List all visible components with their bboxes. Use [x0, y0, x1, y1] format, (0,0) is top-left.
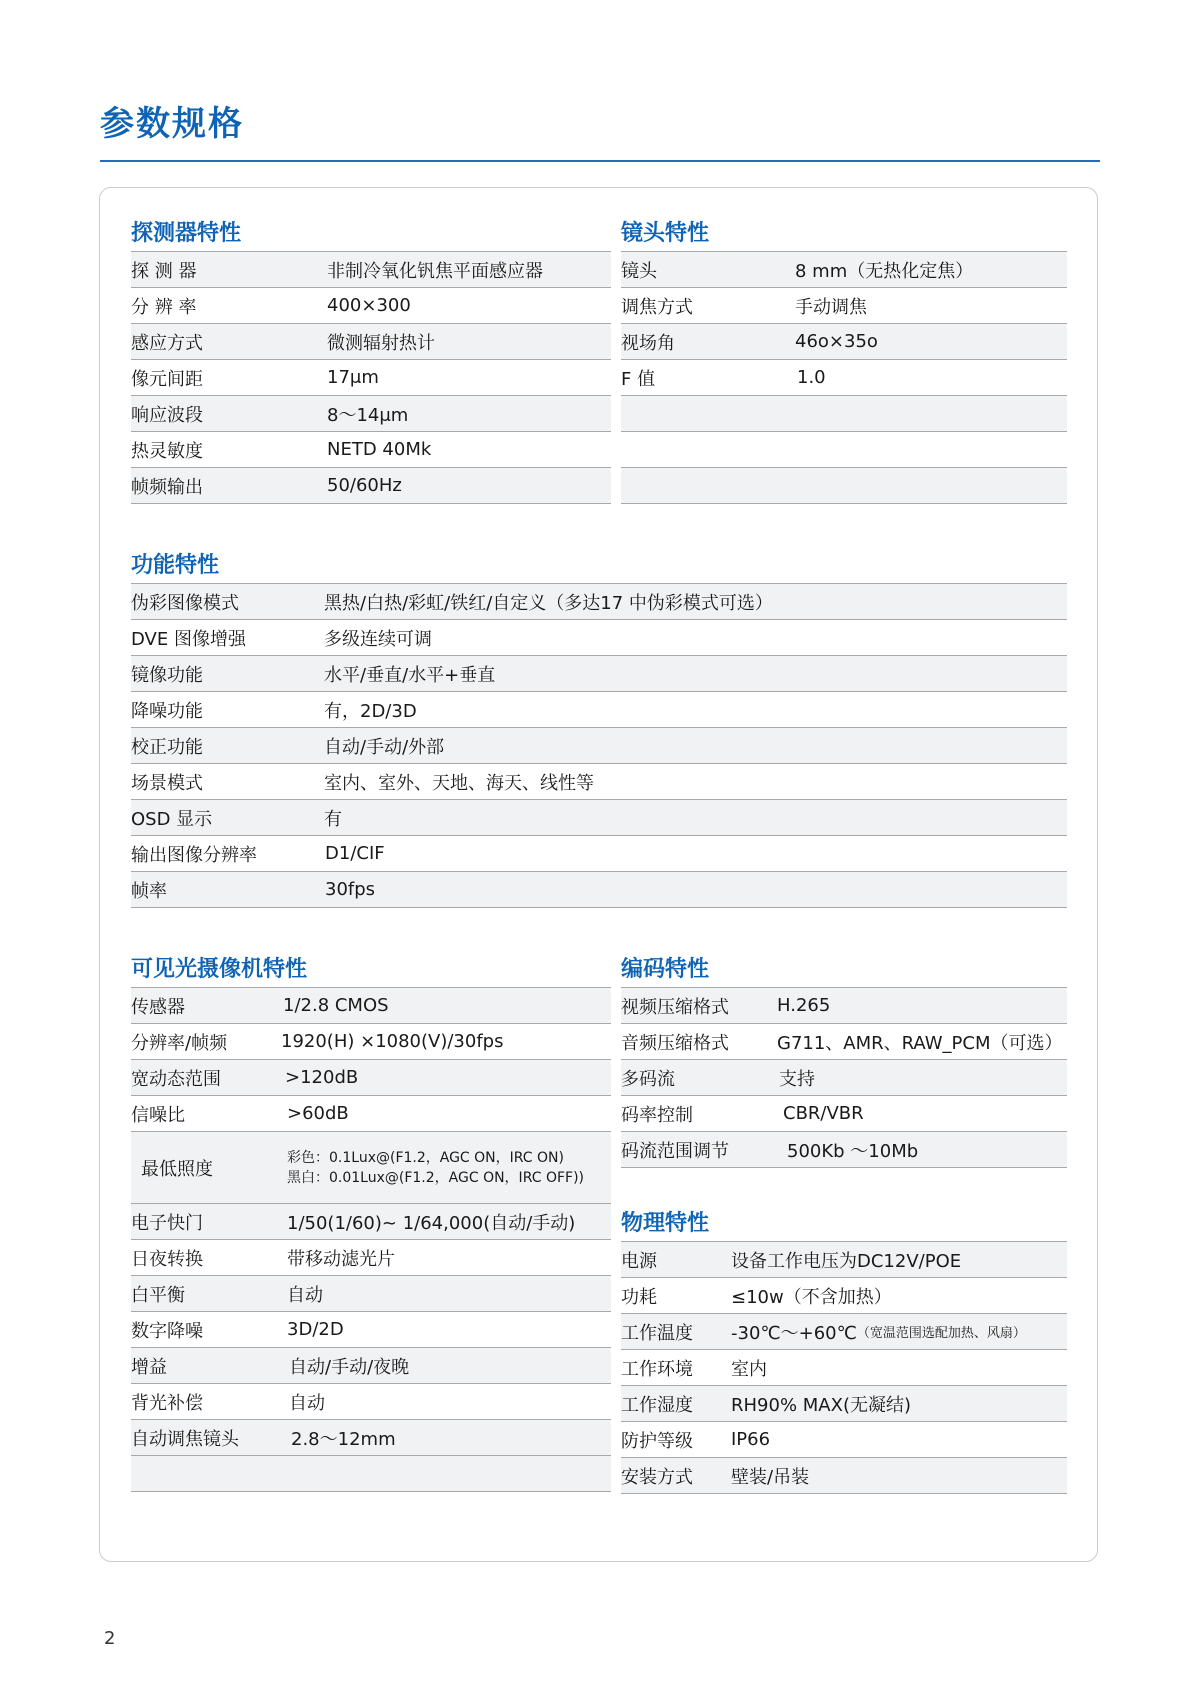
spec-value [287, 1148, 584, 1188]
spec-label: 输出图像分辨率 [131, 844, 257, 866]
detector-section-title: 探测器特性 [131, 217, 611, 252]
spec-value: 多级连续可调 [324, 628, 432, 650]
spec-value: 500Kb ～10Mb [787, 1140, 919, 1162]
spec-row-empty [621, 396, 1067, 432]
spec-label: 背光补偿 [131, 1392, 203, 1414]
page-number: 2 [104, 1628, 116, 1649]
spec-row [621, 1060, 1067, 1096]
spec-row [131, 764, 1067, 800]
spec-row-min-illumination [131, 1132, 611, 1204]
visible-camera-section-title: 可见光摄像机特性 [131, 953, 611, 988]
spec-value: 支持 [779, 1068, 815, 1090]
detector-section [131, 217, 611, 504]
spec-row [621, 1242, 1067, 1278]
spec-label: 安装方式 [621, 1466, 693, 1488]
min-illumination-bw: 黑白：0.01Lux@(F1.2，AGC ON，IRC OFF)) [287, 1169, 584, 1186]
spec-value: 自动/手动/外部 [324, 736, 445, 758]
spec-value: IP66 [731, 1429, 771, 1450]
spec-row-empty [131, 1456, 611, 1492]
spec-label: 校正功能 [131, 736, 203, 758]
spec-label: DVE 图像增强 [131, 628, 246, 650]
spec-label: 降噪功能 [131, 700, 203, 722]
spec-value: 非制冷氧化钒焦平面感应器 [327, 260, 543, 282]
spec-row [621, 288, 1067, 324]
min-illumination-color: 彩色：0.1Lux@(F1.2，AGC ON，IRC ON) [287, 1149, 564, 1166]
spec-row [131, 836, 1067, 872]
spec-value: RH90% MAX(无凝结) [731, 1394, 911, 1416]
spec-row [131, 1096, 611, 1132]
spec-row [131, 656, 1067, 692]
spec-row [621, 1278, 1067, 1314]
spec-value: H.265 [777, 995, 831, 1016]
spec-row [131, 620, 1067, 656]
encoding-section-title: 编码特性 [621, 953, 1067, 988]
spec-value: 30fps [325, 879, 376, 900]
spec-label: 传感器 [131, 996, 185, 1018]
spec-row [621, 1350, 1067, 1386]
spec-row [131, 1276, 611, 1312]
spec-label: 像元间距 [131, 368, 203, 390]
spec-value: 50/60Hz [327, 475, 402, 496]
spec-label: 码流范围调节 [621, 1140, 729, 1162]
spec-row [131, 1384, 611, 1420]
spec-label: 工作环境 [621, 1358, 693, 1380]
spec-label: 调焦方式 [621, 296, 693, 318]
spec-value: 水平/垂直/水平+垂直 [324, 664, 496, 686]
spec-value: 3D/2D [287, 1319, 344, 1340]
spec-value: 1.0 [797, 367, 826, 388]
spec-label: 信噪比 [131, 1104, 185, 1126]
spec-label: 响应波段 [131, 404, 203, 426]
spec-row [131, 1024, 611, 1060]
title-divider [100, 160, 1100, 162]
spec-value: 46o×35o [795, 331, 878, 352]
spec-row [621, 1024, 1067, 1060]
spec-label: 分 辨 率 [131, 296, 197, 318]
spec-value: 自动/手动/夜晚 [289, 1356, 410, 1378]
spec-note: （宽温范围选配加热、风扇） [856, 1326, 1026, 1341]
visible-camera-section [131, 953, 611, 1492]
spec-row [621, 988, 1067, 1024]
spec-value: 400×300 [327, 295, 411, 316]
spec-label: 帧频输出 [131, 476, 203, 498]
spec-label: 增益 [131, 1356, 167, 1378]
spec-label: 功耗 [621, 1286, 657, 1308]
spec-label: 分辨率/帧频 [131, 1032, 228, 1054]
spec-row [131, 1240, 611, 1276]
spec-row [621, 1096, 1067, 1132]
spec-value: 8～14μm [327, 404, 409, 426]
spec-label: 镜头 [621, 260, 657, 282]
spec-value: 2.8～12mm [291, 1428, 396, 1450]
spec-label: 镜像功能 [131, 664, 203, 686]
spec-label: 感应方式 [131, 332, 203, 354]
spec-row [621, 252, 1067, 288]
spec-value: CBR/VBR [783, 1103, 864, 1124]
spec-row [131, 468, 611, 504]
spec-value: 室内 [731, 1358, 767, 1380]
spec-value: G711、AMR、RAW_PCM（可选） [777, 1032, 1063, 1054]
spec-label: 日夜转换 [131, 1248, 203, 1270]
spec-label: 视频压缩格式 [621, 996, 729, 1018]
spec-label: 音频压缩格式 [621, 1032, 729, 1054]
spec-row [621, 1386, 1067, 1422]
spec-row [131, 432, 611, 468]
spec-row [131, 584, 1067, 620]
spec-value: 1920(H) ×1080(V)/30fps [281, 1031, 504, 1052]
function-section [131, 549, 1067, 908]
spec-label: 防护等级 [621, 1430, 693, 1452]
page-title: 参数规格 [100, 104, 244, 144]
spec-value: D1/CIF [325, 843, 385, 864]
spec-value: -30℃～+60℃ [731, 1322, 857, 1344]
spec-label: OSD 显示 [131, 808, 213, 830]
spec-value: >60dB [287, 1103, 349, 1124]
spec-row [131, 872, 1067, 908]
spec-label: 自动调焦镜头 [131, 1428, 239, 1450]
encoding-section [621, 953, 1067, 1168]
function-section-title: 功能特性 [131, 549, 1067, 584]
spec-label: 工作温度 [621, 1322, 693, 1344]
spec-row [621, 324, 1067, 360]
spec-row [131, 692, 1067, 728]
spec-row [621, 1422, 1067, 1458]
spec-row [131, 1312, 611, 1348]
spec-label: 电子快门 [131, 1212, 203, 1234]
spec-value: ≤10w（不含加热） [731, 1286, 892, 1308]
spec-row [131, 988, 611, 1024]
spec-value: 17μm [327, 367, 379, 388]
spec-row-empty [621, 468, 1067, 504]
spec-row [131, 396, 611, 432]
lens-section [621, 217, 1067, 504]
spec-row-empty [621, 432, 1067, 468]
spec-label: 场景模式 [131, 772, 203, 794]
spec-row [621, 360, 1067, 396]
spec-label: 热灵敏度 [131, 440, 203, 462]
spec-label: F 值 [621, 368, 656, 390]
spec-row [621, 1458, 1067, 1494]
spec-row [131, 360, 611, 396]
spec-row [131, 1420, 611, 1456]
spec-value: 室内、室外、天地、海天、线性等 [324, 772, 594, 794]
spec-row [131, 1060, 611, 1096]
spec-label: 多码流 [621, 1068, 675, 1090]
spec-value: 1/2.8 CMOS [283, 995, 389, 1016]
spec-value: 有，2D/3D [324, 700, 417, 722]
spec-row [131, 1204, 611, 1240]
spec-row [621, 1132, 1067, 1168]
spec-label: 视场角 [621, 332, 675, 354]
spec-value: 微测辐射热计 [327, 332, 435, 354]
spec-value: 自动 [287, 1284, 323, 1306]
spec-value: 自动 [289, 1392, 325, 1414]
spec-value: 设备工作电压为DC12V/POE [731, 1250, 962, 1272]
spec-value: 8 mm（无热化定焦） [795, 260, 974, 282]
spec-label: 电源 [621, 1250, 657, 1272]
spec-label: 宽动态范围 [131, 1068, 221, 1090]
spec-value: 壁装/吊装 [731, 1466, 810, 1488]
spec-label: 数字降噪 [131, 1320, 203, 1342]
spec-row [131, 252, 611, 288]
spec-row [131, 728, 1067, 764]
spec-row [621, 1314, 1067, 1350]
physical-section [621, 1207, 1067, 1494]
spec-row [131, 324, 611, 360]
spec-row [131, 1348, 611, 1384]
spec-row [131, 800, 1067, 836]
spec-value: 手动调焦 [795, 296, 867, 318]
spec-label: 白平衡 [131, 1284, 185, 1306]
spec-label: 工作湿度 [621, 1394, 693, 1416]
spec-label: 码率控制 [621, 1104, 693, 1126]
spec-value: 带移动滤光片 [287, 1248, 395, 1270]
lens-section-title: 镜头特性 [621, 217, 1067, 252]
spec-label: 伪彩图像模式 [131, 592, 239, 614]
spec-label: 探 测 器 [131, 260, 197, 282]
spec-value: 黑热/白热/彩虹/铁红/自定义（多达17 中伪彩模式可选） [324, 592, 773, 614]
spec-value: >120dB [285, 1067, 359, 1088]
spec-value: 1/50(1/60)~ 1/64,000(自动/手动) [287, 1212, 576, 1234]
spec-row [131, 288, 611, 324]
physical-section-title: 物理特性 [621, 1207, 1067, 1242]
spec-value: NETD 40Mk [327, 439, 432, 460]
spec-value: 有 [324, 808, 342, 830]
spec-label: 最低照度 [141, 1158, 213, 1180]
spec-label: 帧率 [131, 880, 167, 902]
